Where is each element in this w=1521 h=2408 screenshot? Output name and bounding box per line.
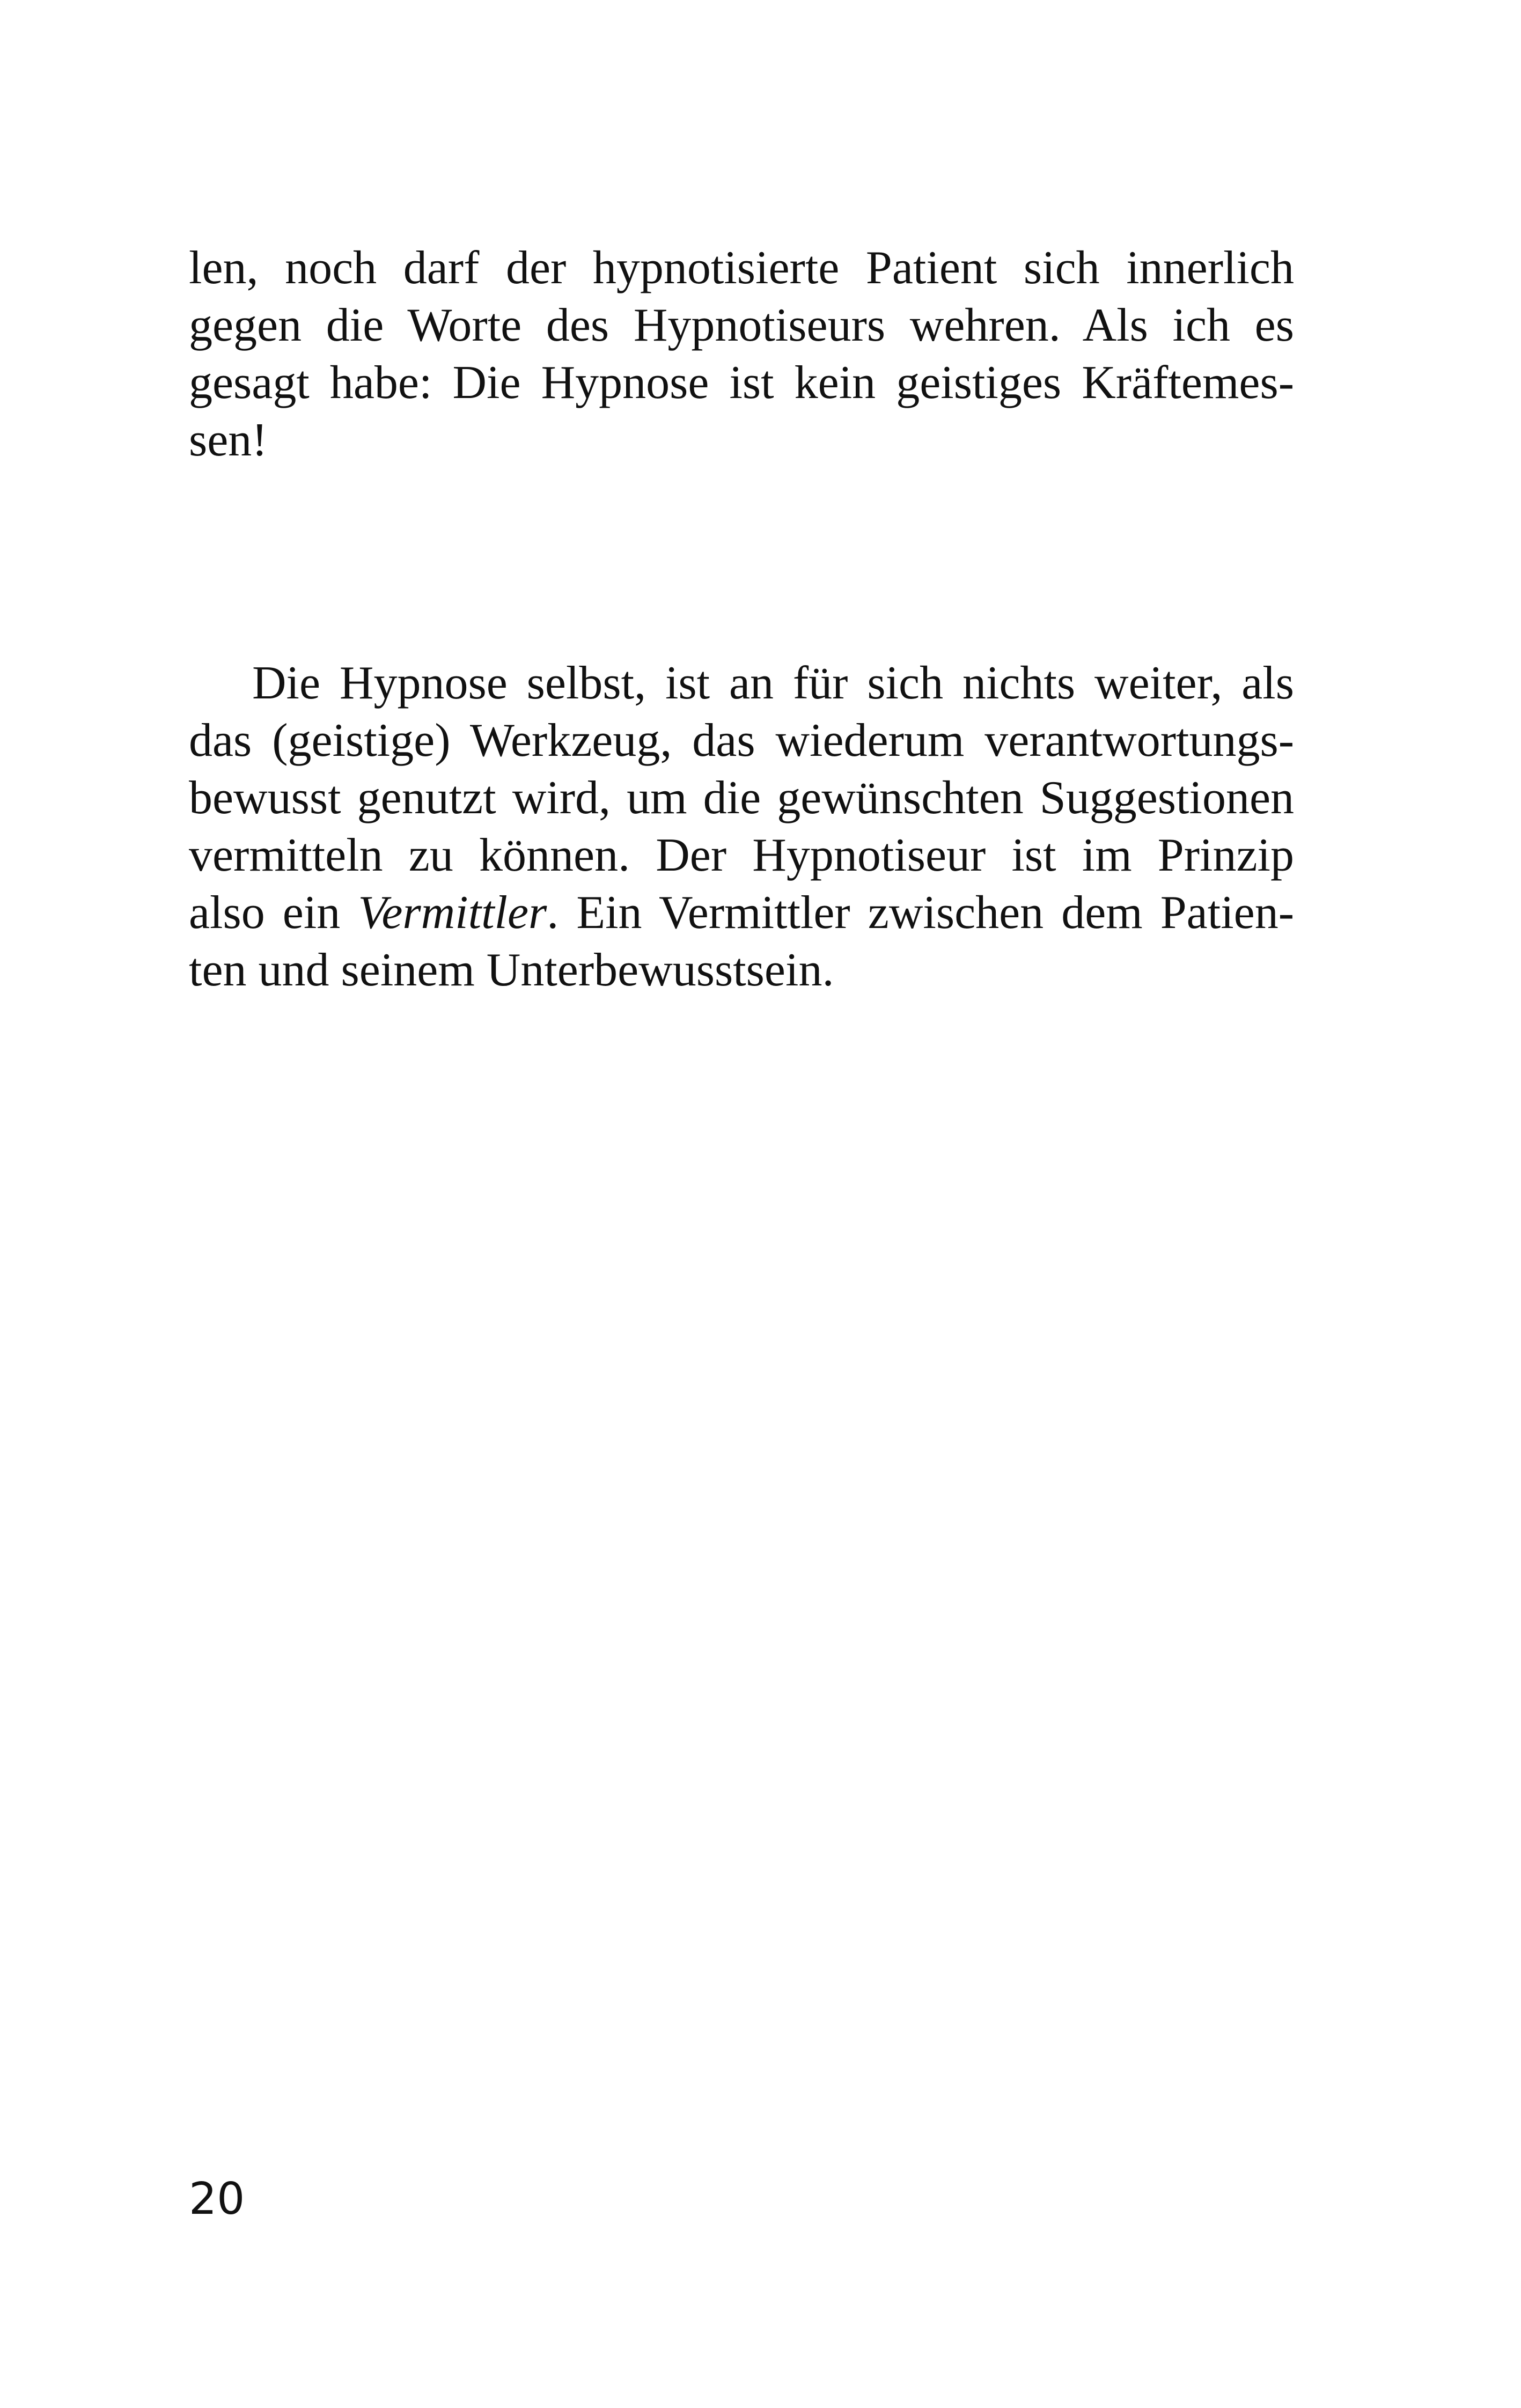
- paragraph-1: [189, 239, 1294, 469]
- paragraph-1-line-3: gesagt habe: Die Hypnose ist kein geistiges Kräftemes-: [189, 357, 1294, 409]
- paragraph-1-line-4: sen!: [189, 414, 268, 466]
- paragraph-1-line-2: gegen die Worte des Hypnotiseurs wehren. Als ich es: [189, 299, 1294, 351]
- paragraph-2-line-1: Die Hypnose selbst, ist an für sich nichts weiter, als: [252, 657, 1294, 709]
- emphasis-vermittler: Vermittler: [358, 887, 547, 939]
- paragraph-1-line-1: len, noch darf der hypnotisierte Patient sich innerlich: [189, 242, 1294, 294]
- line-5-text-before: also ein: [189, 887, 358, 939]
- paragraph-2-line-4: vermitteln zu können. Der Hypnotiseur ist im Prinzip: [189, 829, 1294, 881]
- line-5-text-after: . Ein Vermittler zwischen dem Patien-: [547, 887, 1295, 939]
- page-number: 20: [189, 2174, 245, 2225]
- paragraph-2: [189, 654, 1294, 999]
- paragraph-2-line-6: ten und seinem Unterbewusstsein.: [189, 944, 834, 996]
- paragraph-2-line-5: [189, 884, 1294, 941]
- paragraph-2-line-3: bewusst genutzt wird, um die gewünschten Suggestionen: [189, 772, 1294, 824]
- paragraph-2-line-2: das (geistige) Werkzeug, das wiederum verantwortungs-: [189, 715, 1294, 767]
